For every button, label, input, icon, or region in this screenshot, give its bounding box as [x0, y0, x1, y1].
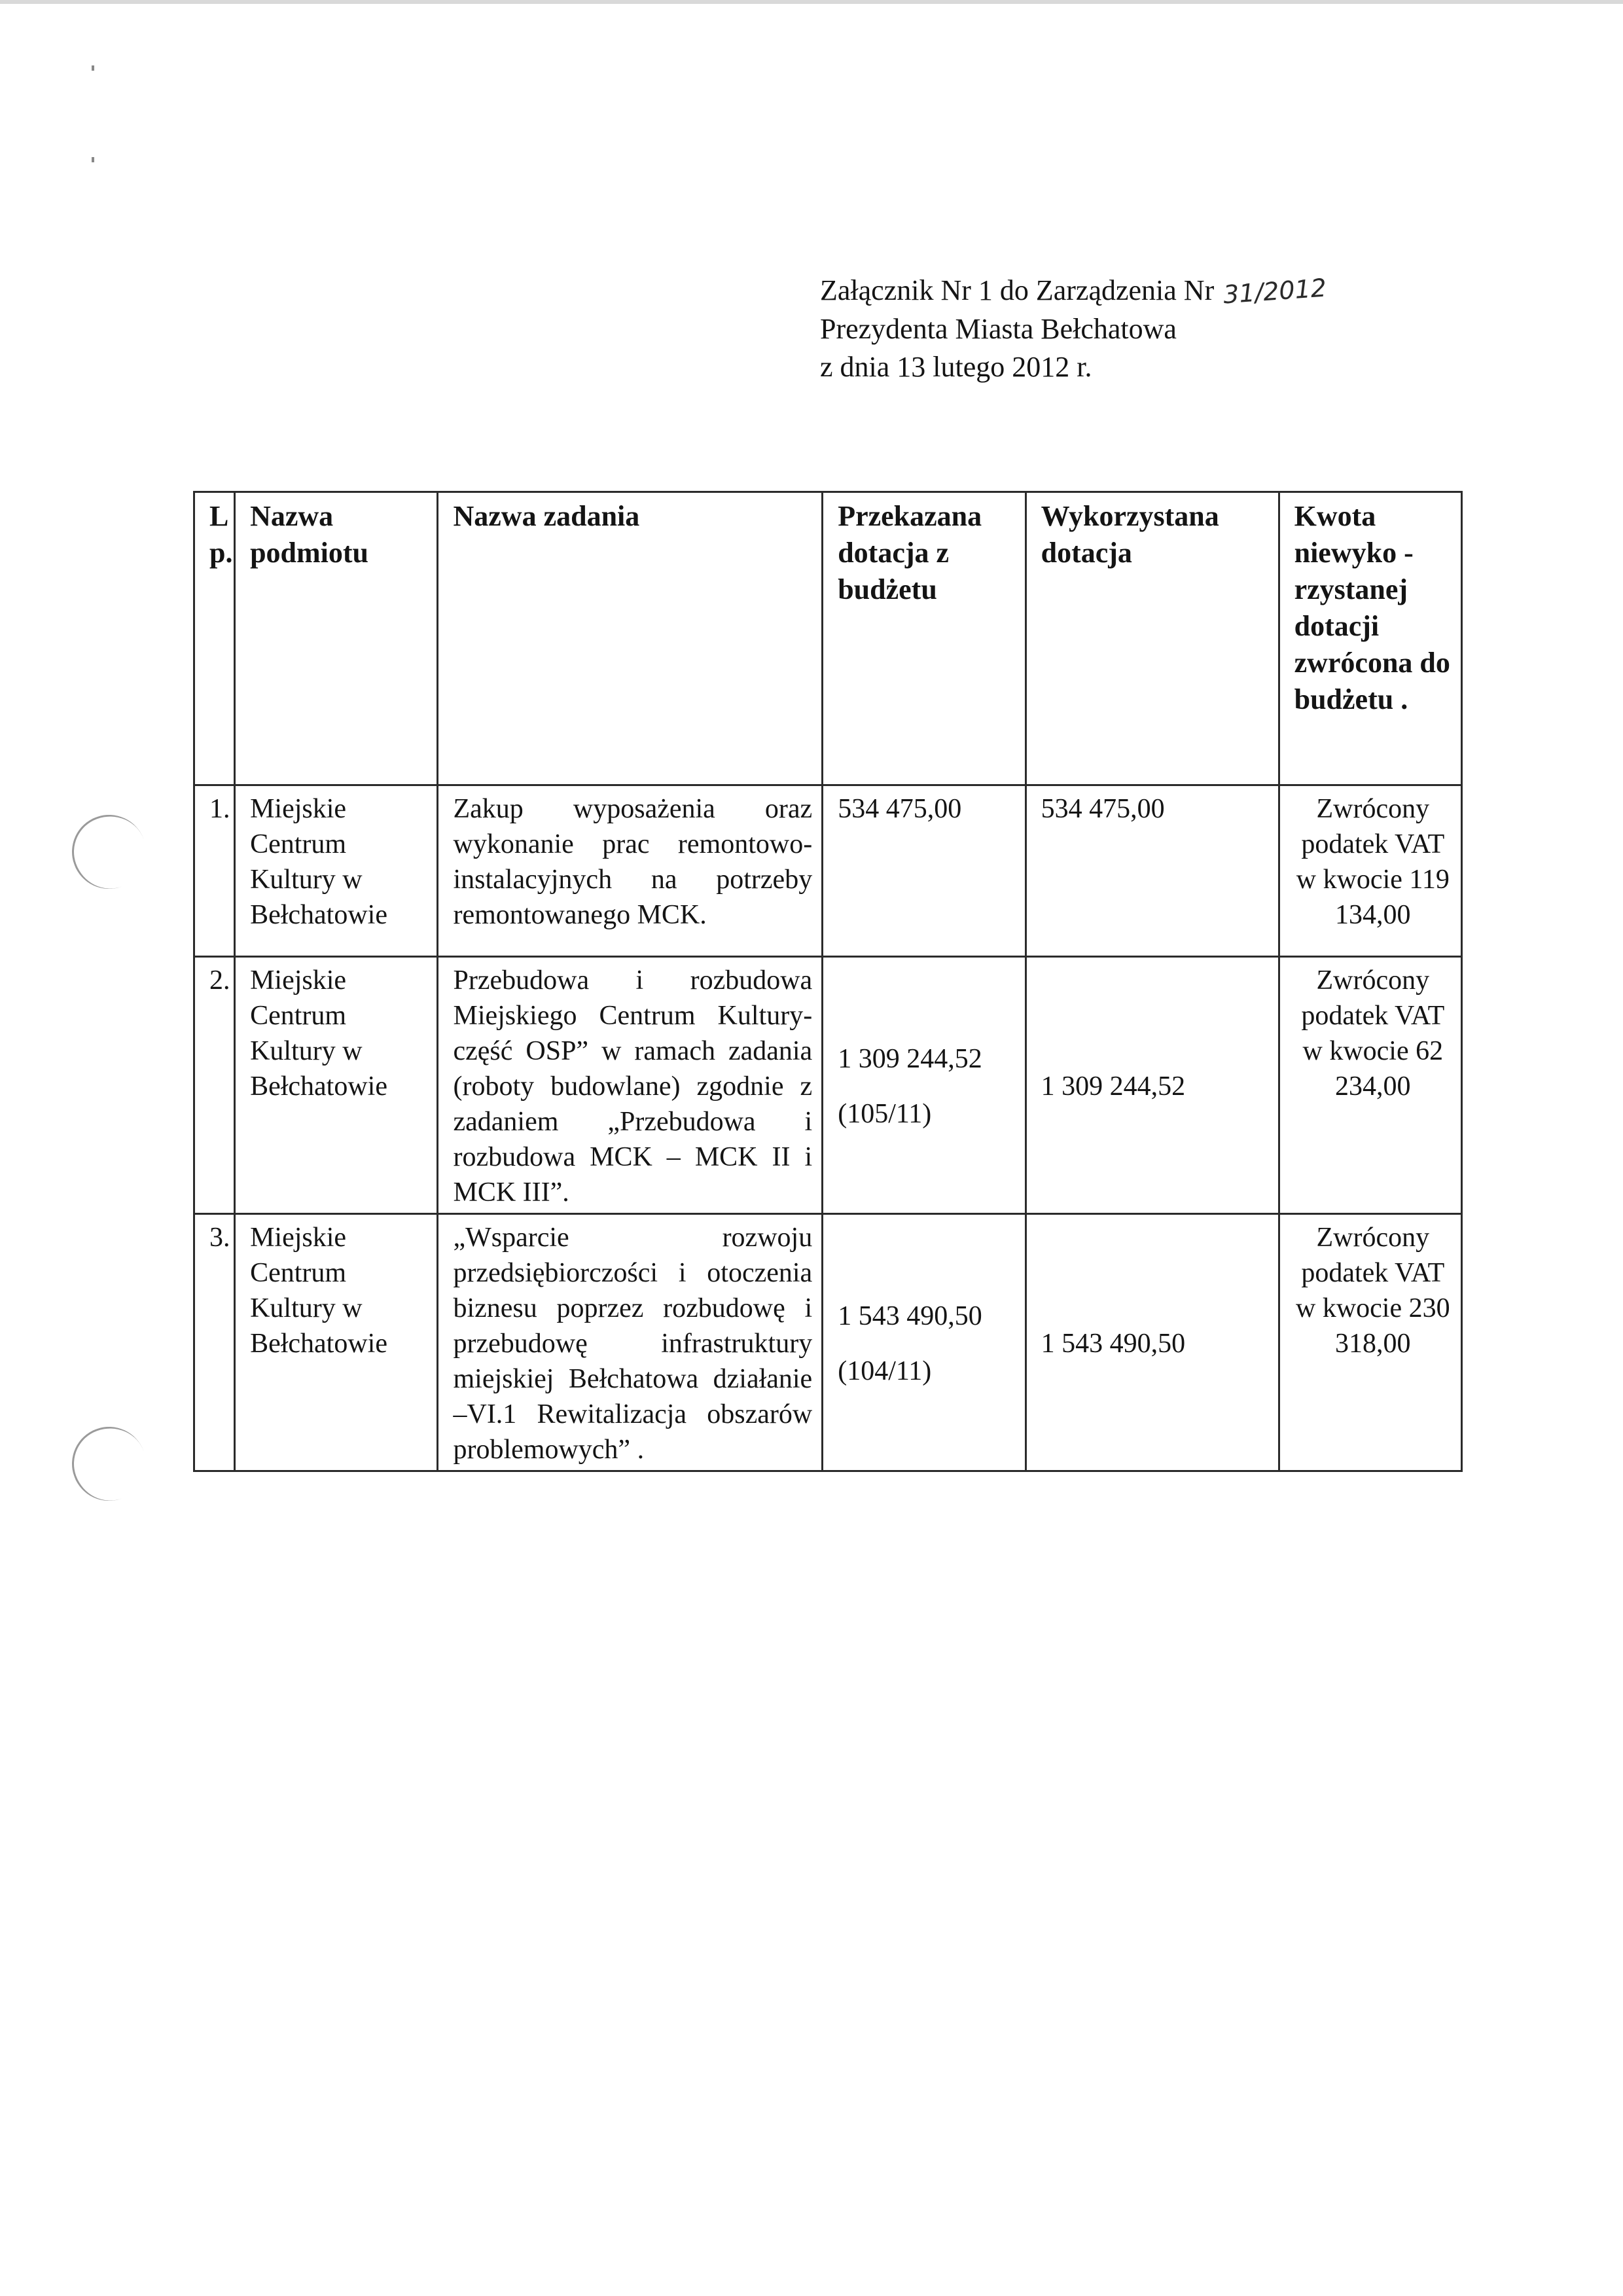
scan-speck	[92, 65, 94, 71]
cell-kwota: Zwrócony podatek VAT w kwocie 119 134,00	[1279, 785, 1461, 957]
przekazana-amount: 1 309 244,52	[838, 1044, 982, 1074]
przekazana-code: (104/11)	[838, 1356, 932, 1386]
cell-lp: 2.	[194, 957, 235, 1214]
header-line-3: z dnia 13 lutego 2012 r.	[820, 351, 1092, 383]
cell-lp: 3.	[194, 1214, 235, 1471]
header-line-1	[820, 272, 1327, 310]
cell-wykorzystana: 1 309 244,52	[1026, 957, 1279, 1214]
table-row	[194, 785, 1462, 957]
cell-lp: 1.	[194, 785, 235, 957]
cell-podmiot: Miejskie Centrum Kultury w Bełchatowie	[235, 785, 438, 957]
subsidy-table	[193, 491, 1463, 1472]
header-przekazana: Przekazana dotacja z budżetu	[823, 492, 1026, 785]
cell-zadanie: „Wsparcie rozwoju przedsiębiorczości i otoczenia biznesu poprzez rozbudowę i przebudowę infrastruktury miejskiej Bełchatowa działanie –VI.1 Rewitalizacja obszarów problemowych” .	[438, 1214, 823, 1471]
cell-wykorzystana: 534 475,00	[1026, 785, 1279, 957]
cell-podmiot: Miejskie Centrum Kultury w Bełchatowie	[235, 1214, 438, 1471]
przekazana-code: (105/11)	[838, 1099, 932, 1129]
punch-hole-mark-bottom	[62, 1416, 156, 1511]
punch-hole-mark-top	[62, 804, 156, 899]
document-header	[820, 272, 1327, 386]
header-kwota: Kwota niewyko -rzystanej dotacji zwrócona do budżetu .	[1279, 492, 1461, 785]
header-line-2: Prezydenta Miasta Bełchatowa	[820, 313, 1177, 345]
cell-kwota: Zwrócony podatek VAT w kwocie 230 318,00	[1279, 1214, 1461, 1471]
cell-wykorzystana: 1 543 490,50	[1026, 1214, 1279, 1471]
scan-edge	[0, 0, 1623, 4]
cell-kwota: Zwrócony podatek VAT w kwocie 62 234,00	[1279, 957, 1461, 1214]
cell-zadanie: Przebudowa i rozbudowa Miejskiego Centrum Kultury- część OSP” w ramach zadania (roboty budowlane) zgodnie z zadaniem „Przebudowa i rozbudowa MCK – MCK II i MCK III”.	[438, 957, 823, 1214]
table-header-row	[194, 492, 1462, 785]
header-lp: L p.	[194, 492, 235, 785]
cell-przekazana	[823, 785, 1026, 957]
scan-speck	[92, 157, 94, 162]
attachment-title: Załącznik Nr 1 do Zarządzenia Nr	[820, 274, 1215, 306]
przekazana-amount: 534 475,00	[838, 794, 962, 824]
header-podmiot: Nazwa podmiotu	[235, 492, 438, 785]
table-row	[194, 1214, 1462, 1471]
header-zadanie: Nazwa zadania	[438, 492, 823, 785]
cell-przekazana	[823, 957, 1026, 1214]
table-row	[194, 957, 1462, 1214]
handwritten-number: 31/2012	[1222, 273, 1328, 310]
przekazana-amount: 1 543 490,50	[838, 1301, 982, 1331]
cell-przekazana	[823, 1214, 1026, 1471]
cell-zadanie: Zakup wyposażenia oraz wykonanie prac remontowo-instalacyjnych na potrzeby remontowanego MCK.	[438, 785, 823, 957]
header-wykorzystana: Wykorzystana dotacja	[1026, 492, 1279, 785]
cell-podmiot: Miejskie Centrum Kultury w Bełchatowie	[235, 957, 438, 1214]
